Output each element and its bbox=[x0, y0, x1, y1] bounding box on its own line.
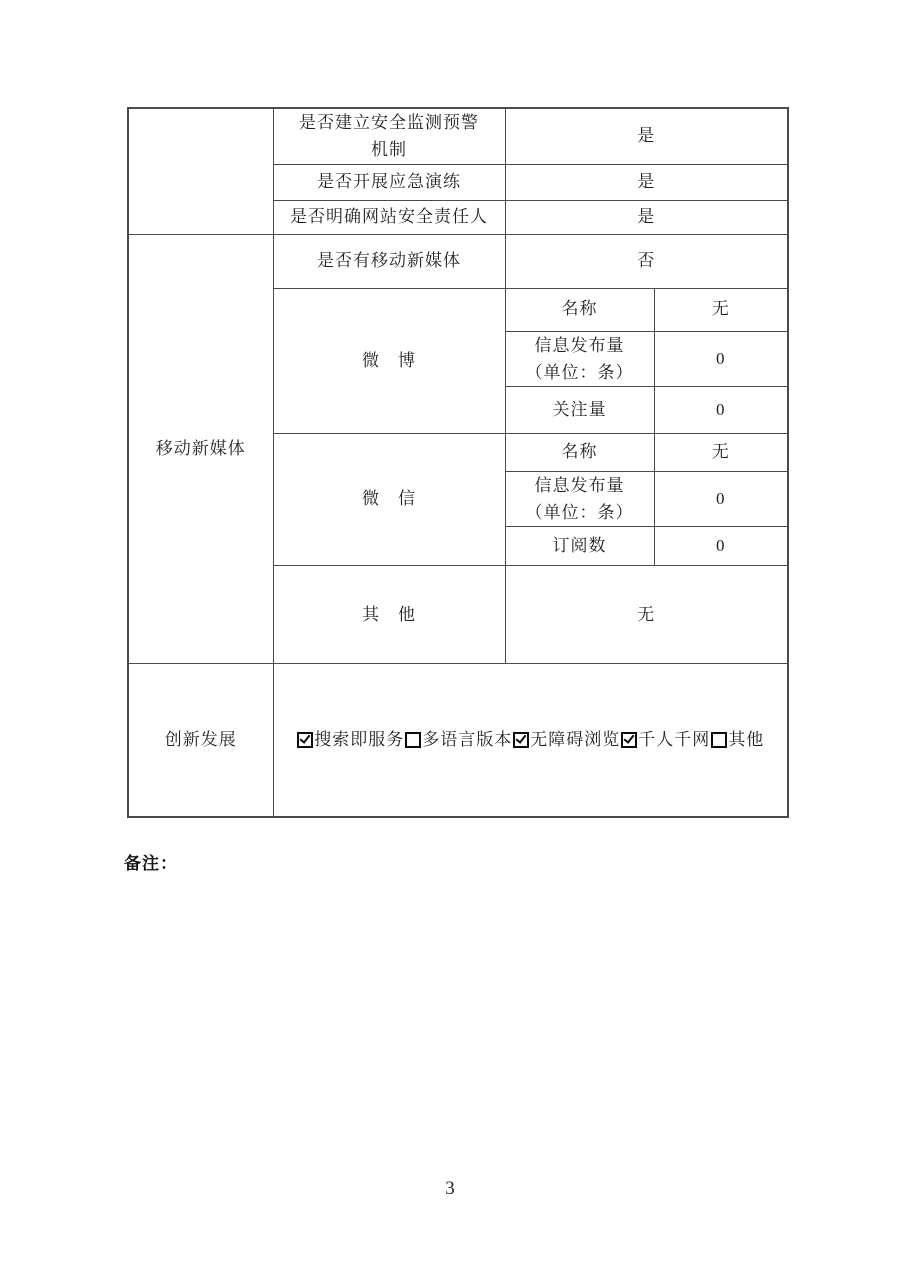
section-label-mobile-media: 移动新媒体 bbox=[128, 234, 273, 664]
checkbox-checked-icon bbox=[297, 732, 313, 748]
checkbox-checked-icon bbox=[513, 732, 529, 748]
page-number: 3 bbox=[445, 1178, 455, 1199]
security-monitoring-label bbox=[273, 108, 505, 164]
label-line: 机制 bbox=[371, 140, 407, 160]
emergency-drill-value: 是 bbox=[505, 164, 788, 200]
remark-label: 备注： bbox=[124, 854, 178, 873]
wechat-posts-value: 0 bbox=[654, 471, 788, 526]
checkbox-unchecked-icon bbox=[711, 732, 727, 748]
weibo-label: 微 博 bbox=[273, 288, 505, 433]
innovation-option-label: 多语言版本 bbox=[422, 729, 513, 749]
has-mobile-label: 是否有移动新媒体 bbox=[273, 234, 505, 288]
innovation-option-label: 千人千网 bbox=[638, 729, 711, 749]
label-line: 信息发布量 bbox=[534, 335, 625, 355]
section-label-cell-empty bbox=[128, 108, 273, 234]
emergency-drill-label: 是否开展应急演练 bbox=[273, 164, 505, 200]
innovation-option bbox=[512, 727, 620, 753]
innovation-option bbox=[296, 727, 404, 753]
innovation-option bbox=[620, 727, 710, 753]
label-line: 信息发布量 bbox=[534, 475, 625, 495]
innovation-option-label: 无障碍浏览 bbox=[530, 729, 621, 749]
table-row bbox=[128, 664, 788, 817]
other-media-label: 其 他 bbox=[273, 566, 505, 664]
innovation-option-label: 其他 bbox=[728, 729, 765, 749]
weibo-followers-label: 关注量 bbox=[505, 386, 654, 433]
label-line: 是否建立安全监测预警 bbox=[299, 113, 479, 133]
weibo-followers-value: 0 bbox=[654, 386, 788, 433]
wechat-subscribers-label: 订阅数 bbox=[505, 527, 654, 566]
security-officer-label: 是否明确网站安全责任人 bbox=[273, 200, 505, 234]
weibo-posts-value: 0 bbox=[654, 331, 788, 386]
innovation-option bbox=[404, 727, 512, 753]
weibo-name-label: 名称 bbox=[505, 288, 654, 331]
checkbox-unchecked-icon bbox=[405, 732, 421, 748]
other-media-value: 无 bbox=[505, 566, 788, 664]
innovation-options-cell bbox=[273, 664, 788, 817]
has-mobile-value: 否 bbox=[505, 234, 788, 288]
innovation-options bbox=[278, 727, 784, 753]
wechat-subscribers-value: 0 bbox=[654, 527, 788, 566]
table-row bbox=[128, 234, 788, 288]
innovation-option-label: 搜索即服务 bbox=[314, 729, 405, 749]
wechat-name-value: 无 bbox=[654, 433, 788, 471]
weibo-name-value: 无 bbox=[654, 288, 788, 331]
label-line: （单位：条） bbox=[525, 362, 634, 382]
weibo-posts-label bbox=[505, 331, 654, 386]
wechat-posts-label bbox=[505, 471, 654, 526]
innovation-option bbox=[710, 727, 764, 753]
security-officer-value: 是 bbox=[505, 200, 788, 234]
checkbox-checked-icon bbox=[621, 732, 637, 748]
label-line: （单位：条） bbox=[525, 503, 634, 523]
wechat-label: 微 信 bbox=[273, 433, 505, 565]
annual-report-table bbox=[127, 107, 789, 818]
wechat-name-label: 名称 bbox=[505, 433, 654, 471]
section-label-innovation: 创新发展 bbox=[128, 664, 273, 817]
table-row bbox=[128, 108, 788, 164]
security-monitoring-value: 是 bbox=[505, 108, 788, 164]
